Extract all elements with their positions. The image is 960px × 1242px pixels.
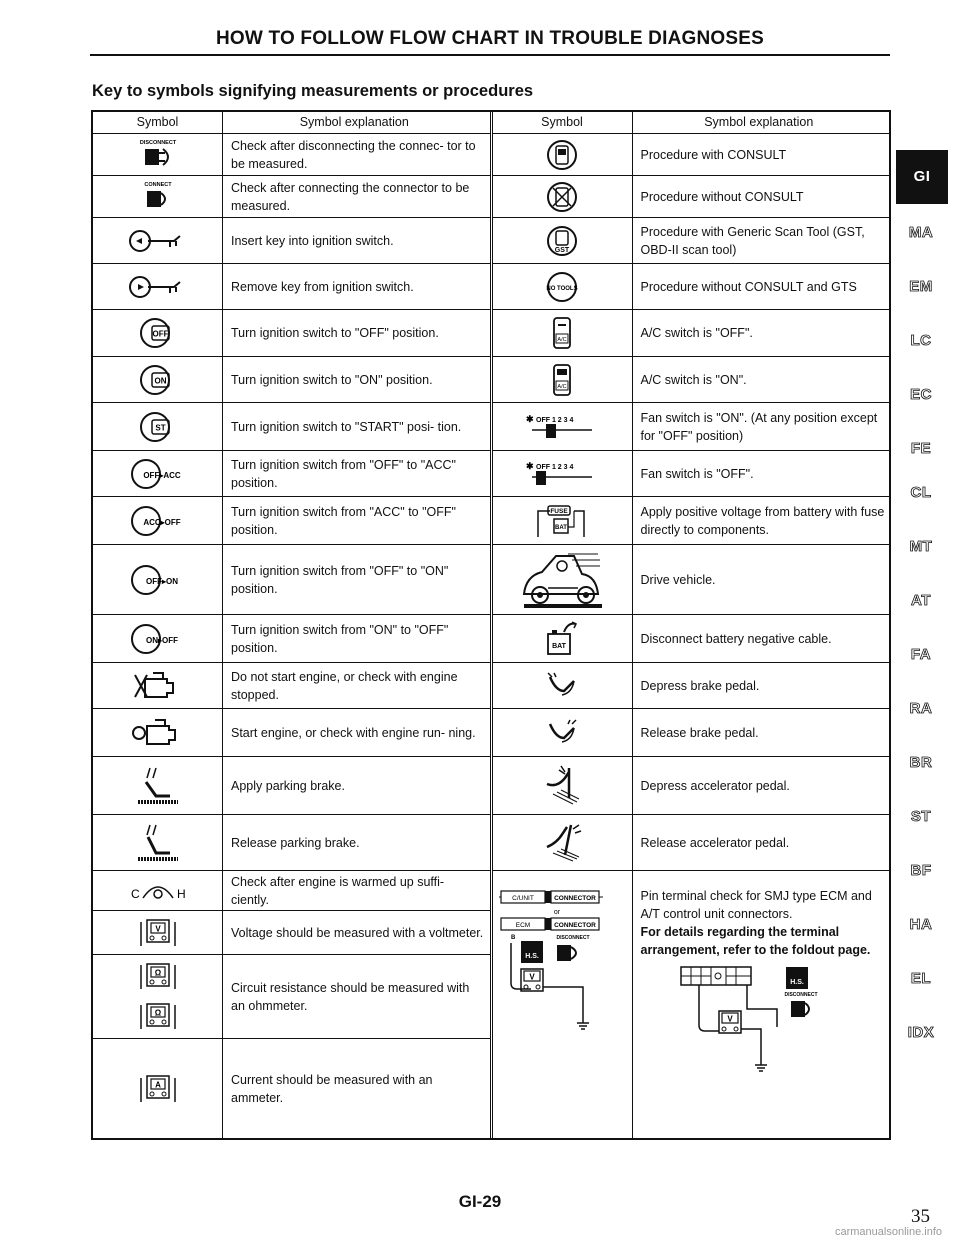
table-row (93, 911, 490, 955)
icon-label: A/C (557, 337, 567, 343)
tab-br[interactable]: BR (909, 754, 933, 771)
voltmeter-icon (93, 911, 223, 954)
symbol-explanation: A/C switch is "OFF". (640, 326, 753, 340)
symbol-explanation: Turn ignition switch from "OFF" to "ON" position. (231, 563, 449, 596)
icon-label: H.S. (789, 979, 804, 986)
icon-label: ON (154, 376, 166, 385)
tab-mt[interactable]: MT (909, 538, 933, 555)
icon-label: OFF (152, 329, 168, 339)
icon-label: BAT (552, 642, 566, 650)
table-row (93, 451, 490, 497)
svg-text:BAT: BAT (555, 524, 567, 531)
tab-fa[interactable]: FA (910, 646, 932, 663)
symbol-explanation: Depress brake pedal. (640, 678, 760, 693)
table-row (493, 264, 890, 310)
symbol-explanation-bold: For details regarding the terminal arrangement, refer to the foldout page. (640, 925, 871, 957)
table-row (93, 497, 490, 545)
tab-idx[interactable]: IDX (907, 1024, 935, 1041)
symbol-explanation: Do not start engine, or check with engine stopped. (231, 669, 458, 702)
symbol-explanation: Check after connecting the connector to be measured. (231, 180, 470, 213)
release-parking-brake-icon (93, 815, 223, 870)
icon-label: H.S. (525, 953, 539, 960)
connect-connector-icon (93, 176, 223, 217)
tab-fe[interactable]: FE (910, 440, 932, 457)
table-row (493, 176, 890, 218)
icon-label: ON▸OFF (145, 635, 178, 645)
engine-warm-icon (93, 871, 223, 910)
symbol-explanation: Check after engine is warmed up suffi- ciently. (231, 874, 445, 907)
icon-label: DISCONNECT (139, 139, 176, 146)
symbol-explanation: Turn ignition switch to "ON" position. (231, 372, 433, 387)
table-row (93, 545, 490, 615)
table-row (93, 1039, 490, 1138)
symbol-explanation: Drive vehicle. (640, 572, 716, 587)
icon-label: GST (554, 246, 570, 254)
symbol-explanation: Disconnect battery negative cable. (640, 631, 832, 646)
header-symbol: Symbol (493, 112, 633, 133)
table-row (93, 757, 490, 815)
tab-ec[interactable]: EC (910, 386, 932, 403)
table-row (493, 871, 890, 1138)
ignition-start-icon (93, 403, 223, 450)
ac-on-icon (493, 357, 633, 402)
tab-el[interactable]: EL (910, 970, 932, 987)
pin-terminal-check-icon (493, 871, 633, 1138)
ac-off-icon (493, 310, 633, 356)
release-accelerator-icon (493, 815, 633, 870)
ignition-on-off-icon (93, 615, 223, 662)
page-number: 35 (911, 1206, 930, 1227)
page-title: HOW TO FOLLOW FLOW CHART IN TROUBLE DIAGNOSES (216, 28, 764, 49)
icon-label: CONNECT (143, 181, 172, 188)
tab-st[interactable]: ST (910, 808, 932, 825)
table-row (493, 134, 890, 176)
icon-label: CONNECTOR (554, 922, 596, 929)
ignition-on-icon (93, 357, 223, 402)
table-left-half (93, 112, 490, 1138)
symbol-explanation: Turn ignition switch from "OFF" to "ACC" position. (231, 457, 456, 490)
ignition-off-icon (93, 310, 223, 356)
tab-ma[interactable]: MA (908, 224, 934, 241)
icon-label: CONNECTOR (554, 895, 596, 902)
table-row (93, 955, 490, 1039)
ignition-off-acc-icon (93, 451, 223, 496)
ohmmeter-icon (93, 955, 223, 1038)
tab-ha[interactable]: HA (909, 916, 933, 933)
table-row (93, 218, 490, 264)
symbol-explanation: A/C switch is "ON". (640, 372, 747, 387)
tab-bf[interactable]: BF (910, 862, 932, 879)
svg-text:✱: ✱ (526, 413, 534, 424)
icon-label: A (154, 1080, 161, 1089)
tab-lc[interactable]: LC (910, 332, 932, 349)
icon-label: NO TOOLS (546, 285, 578, 292)
table-row (93, 357, 490, 403)
depress-brake-icon (493, 663, 633, 708)
table-row (493, 218, 890, 264)
symbol-explanation: Turn ignition switch from "ON" to "OFF" position. (231, 622, 449, 655)
symbol-explanation: Procedure without CONSULT and GTS (640, 279, 857, 294)
svg-text:FUSE: FUSE (550, 507, 568, 515)
table-right-half (490, 112, 890, 1138)
engine-stopped-icon (93, 663, 223, 708)
section-subtitle: Key to symbols signifying measurements or procedures (92, 82, 534, 100)
disconnect-battery-icon (493, 615, 633, 662)
symbol-explanation: Turn ignition switch from "ACC" to "OFF" position. (231, 504, 456, 537)
symbol-explanation: Pin terminal check for SMJ type ECM and A/T control unit connectors. (640, 889, 872, 921)
icon-label: DISCONNECT (783, 992, 818, 998)
icon-label: ECM (515, 922, 531, 929)
icon-label: V (726, 1014, 733, 1024)
table-row (493, 357, 890, 403)
symbol-explanation: Release accelerator pedal. (640, 835, 790, 850)
fan-off-icon (493, 451, 633, 496)
symbol-explanation: Current should be measured with an ammeter. (231, 1072, 433, 1105)
table-row (493, 497, 890, 545)
apply-parking-brake-icon (93, 757, 223, 814)
symbol-explanation: Remove key from ignition switch. (231, 279, 414, 294)
symbol-explanation: Circuit resistance should be measured with an ohmmeter. (231, 980, 470, 1013)
ignition-acc-off-icon (93, 497, 223, 544)
release-brake-icon (493, 709, 633, 756)
table-row (493, 663, 890, 709)
icon-label: C/UNIT (512, 895, 534, 902)
tab-em[interactable]: EM (909, 278, 933, 295)
table-row (493, 310, 890, 357)
svg-text:C: C (130, 886, 140, 901)
symbol-explanation: Depress accelerator pedal. (640, 778, 790, 793)
symbol-explanation: Turn ignition switch to "START" posi- tion. (231, 419, 462, 434)
insert-key-icon (93, 218, 223, 263)
symbol-explanation: Release parking brake. (231, 835, 360, 850)
symbol-explanation: Fan switch is "OFF". (640, 466, 754, 481)
icon-label: ACC▸OFF (142, 517, 181, 527)
terminal-arrangement-diagram (641, 965, 841, 1075)
title-rule (90, 54, 890, 56)
symbol-explanation: Apply positive voltage from battery with fuse directly to components. (640, 504, 885, 537)
svg-text:✱: ✱ (526, 460, 534, 471)
table-row (93, 264, 490, 310)
symbol-explanation: Apply parking brake. (231, 778, 345, 793)
fuse-battery-icon (493, 497, 633, 544)
table-row (93, 176, 490, 218)
symbol-explanation-block (633, 871, 890, 1138)
tab-ra[interactable]: RA (909, 700, 933, 717)
symbol-explanation: Procedure with CONSULT (640, 147, 787, 162)
no-tools-icon (493, 264, 633, 309)
tab-cl[interactable]: CL (910, 484, 932, 501)
table-header (93, 112, 490, 134)
table-row (93, 663, 490, 709)
symbol-explanation: Fan switch is "ON". (At any position except for "OFF" position) (640, 410, 878, 443)
table-row (493, 451, 890, 497)
symbol-key-table (91, 110, 891, 1140)
table-row (93, 709, 490, 757)
icon-label: OFF 1 2 3 4 (536, 416, 574, 424)
icon-label: A/C (557, 383, 567, 390)
header-explanation: Symbol explanation (704, 115, 814, 129)
symbol-explanation: Release brake pedal. (640, 725, 759, 740)
watermark: carmanualsonline.info (834, 1226, 942, 1238)
table-row (493, 815, 890, 871)
symbol-explanation: Procedure with Generic Scan Tool (GST, OBD-II scan tool) (640, 224, 865, 257)
engine-running-icon (93, 709, 223, 756)
symbol-explanation: Turn ignition switch to "OFF" position. (231, 326, 439, 340)
symbol-explanation: Start engine, or check with engine run- ning. (231, 725, 476, 740)
symbol-explanation: Voltage should be measured with a voltmeter. (231, 925, 484, 940)
remove-key-icon (93, 264, 223, 309)
ignition-off-on-icon (93, 545, 223, 614)
generic-scan-tool-icon (493, 218, 633, 263)
icon-label: Ω (154, 1008, 161, 1017)
consult-icon (493, 134, 633, 175)
header-explanation: Symbol explanation (299, 115, 409, 129)
table-row (93, 134, 490, 176)
table-header (493, 112, 890, 134)
no-consult-icon (493, 176, 633, 217)
symbol-explanation: Insert key into ignition switch. (231, 233, 394, 248)
icon-label: OFF▸ACC (142, 470, 181, 480)
table-row (493, 403, 890, 451)
table-row (93, 871, 490, 911)
icon-label: OFF▸ON (145, 576, 178, 586)
table-row (493, 757, 890, 815)
icon-label: V (154, 924, 161, 933)
icon-label: Ω (154, 968, 161, 977)
disconnect-connector-icon (93, 134, 223, 175)
header-symbol: Symbol (93, 112, 223, 133)
table-row (93, 615, 490, 663)
tab-gi[interactable]: GI (896, 150, 948, 204)
depress-accelerator-icon (493, 757, 633, 814)
symbol-explanation: Check after disconnecting the connec- tor to be measured. (231, 138, 476, 171)
footer-page-code: GI-29 (458, 1192, 502, 1211)
icon-label: OFF 1 2 3 4 (536, 463, 574, 471)
table-row (493, 709, 890, 757)
drive-vehicle-icon (493, 545, 633, 614)
fan-on-icon (493, 403, 633, 450)
icon-label: DISCONNECT (556, 935, 590, 941)
table-row (93, 403, 490, 451)
icon-label: ST (154, 423, 166, 432)
table-row (493, 615, 890, 663)
ammeter-icon (93, 1039, 223, 1138)
symbol-explanation: Procedure without CONSULT (640, 189, 804, 204)
table-row (93, 310, 490, 357)
svg-text:B: B (511, 935, 516, 941)
table-row (493, 545, 890, 615)
tab-at[interactable]: AT (911, 592, 931, 609)
icon-label: or (553, 909, 561, 916)
icon-label: V (529, 972, 535, 982)
table-row (93, 815, 490, 871)
svg-text:H: H (176, 886, 186, 901)
